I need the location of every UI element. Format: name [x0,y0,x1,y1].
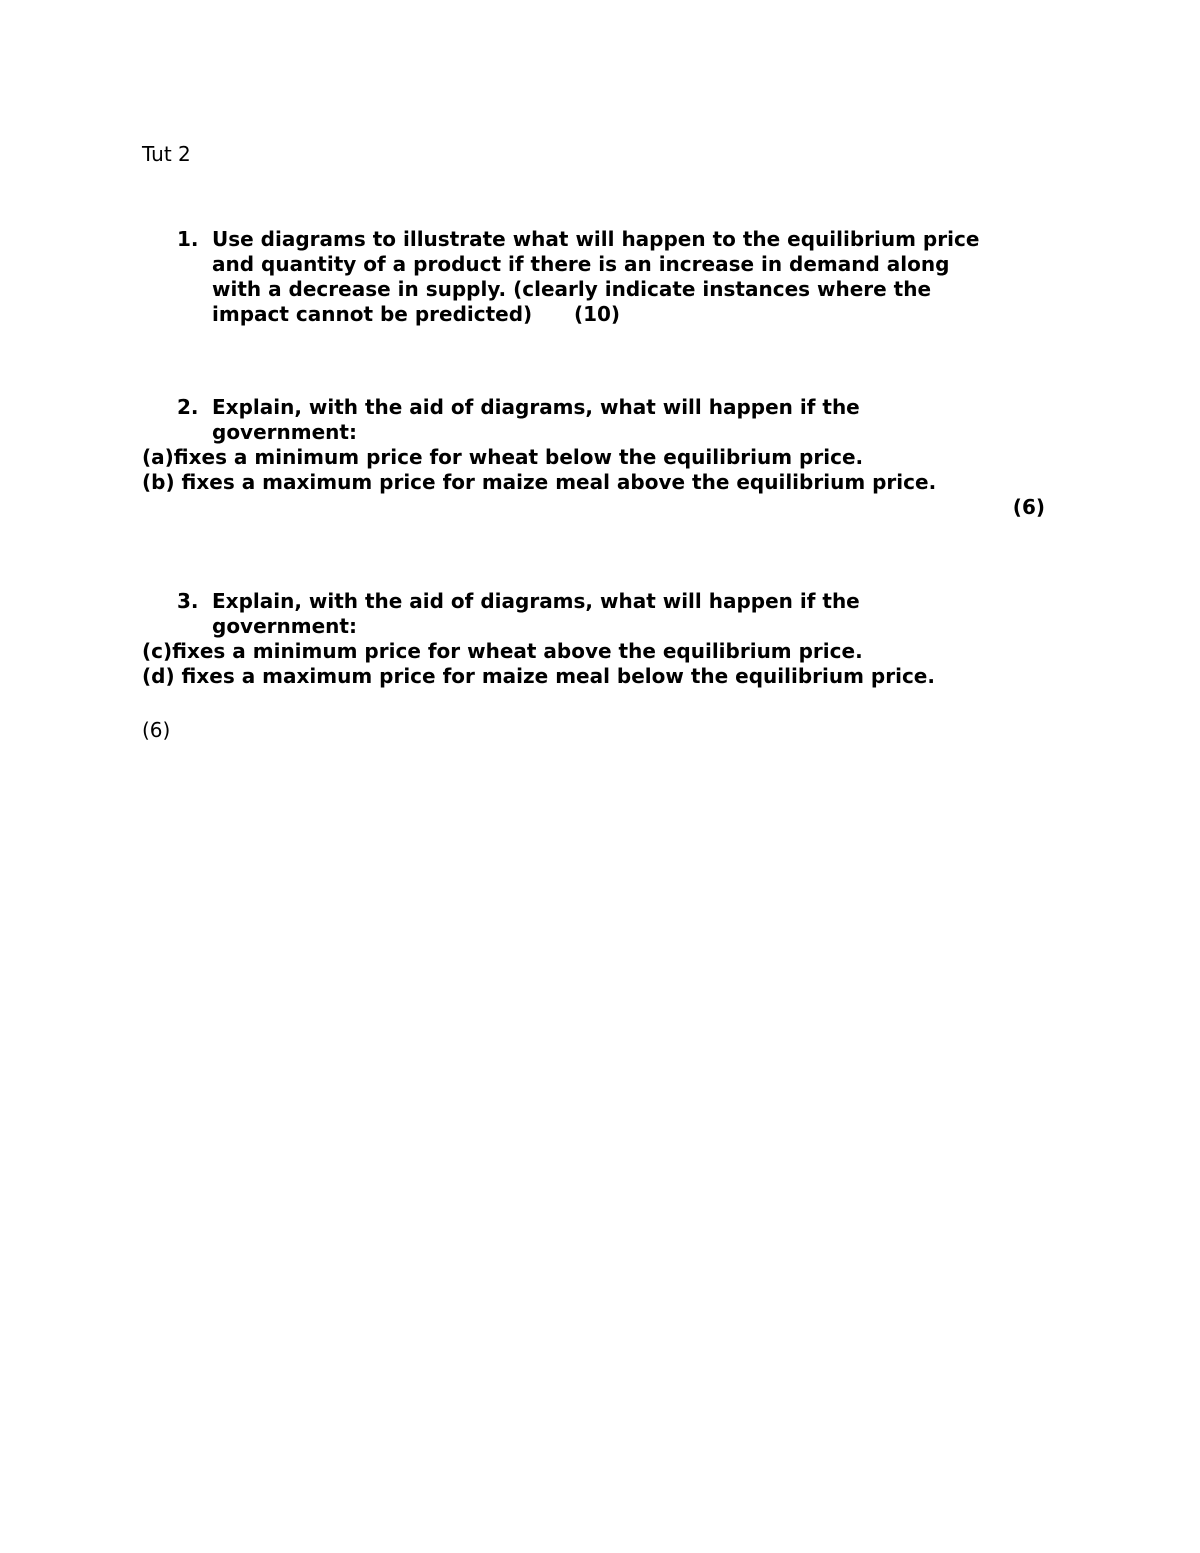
question-part: (b) fixes a maximum price for maize meal above the equilibrium price. [142,470,937,494]
question-line: impact cannot be predicted) (10) [212,302,621,326]
question-number: 2. [177,395,199,419]
question-number: 1. [177,227,199,251]
question-line: government: [212,614,357,638]
question-2 [142,395,1052,520]
question-part: (c)fixes a minimum price for wheat above the equilibrium price. [142,639,863,663]
question-part: (a)fixes a minimum price for wheat below the equilibrium price. [142,445,864,469]
question-line: with a decrease in supply. (clearly indicate instances where the [212,277,932,301]
question-marks: (6) [142,718,171,742]
document-title: Tut 2 [142,142,191,166]
question-3 [142,589,1052,689]
question-line: Explain, with the aid of diagrams, what will happen if the [212,395,860,419]
question-number: 3. [177,589,199,613]
question-part: (d) fixes a maximum price for maize meal below the equilibrium price. [142,664,935,688]
question-line: and quantity of a product if there is an increase in demand along [212,252,950,276]
question-line: government: [212,420,357,444]
question-1 [142,227,1052,327]
question-line: Use diagrams to illustrate what will happen to the equilibrium price [212,227,980,251]
question-marks: (6) [1012,495,1045,519]
question-line: Explain, with the aid of diagrams, what will happen if the [212,589,860,613]
